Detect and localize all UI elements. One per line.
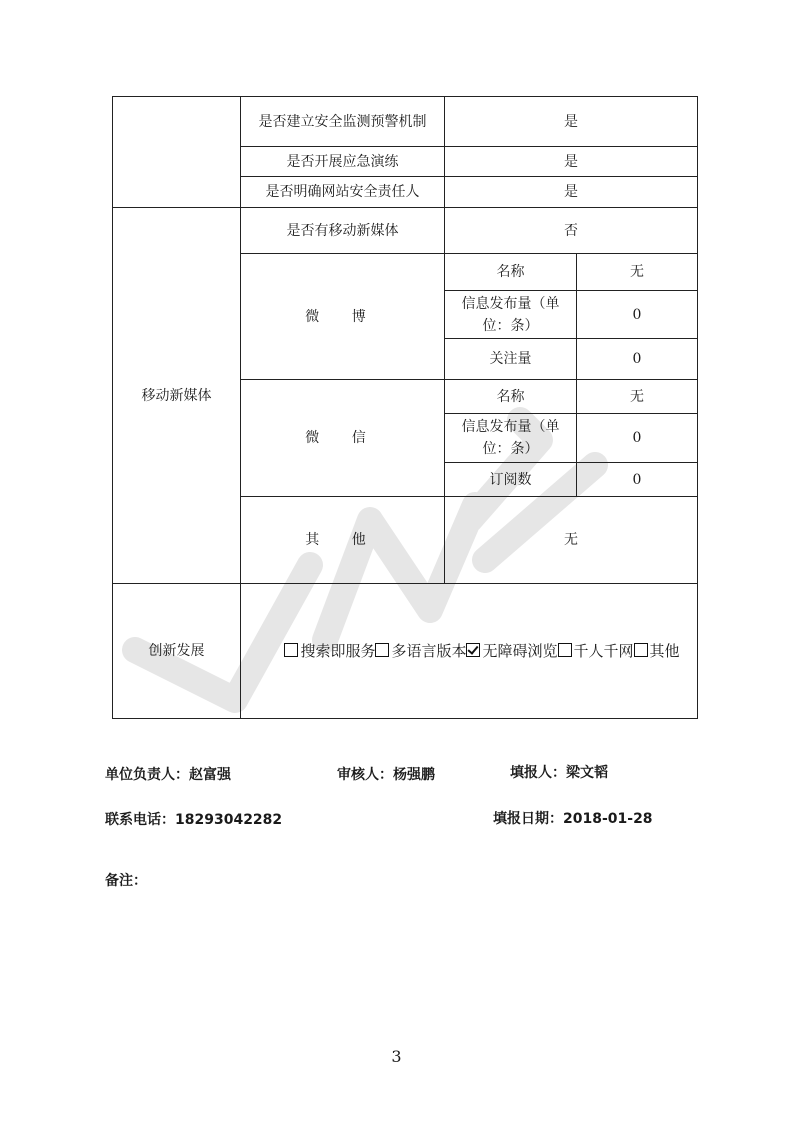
option-search-service[interactable]: 搜索即服务 — [284, 642, 375, 660]
label-warning-mechanism: 是否建立安全监测预警机制 — [241, 97, 445, 147]
unit-head: 单位负责人：赵富强 — [105, 767, 231, 783]
weibo-follow-value: 0 — [577, 339, 698, 380]
value-has-mobile-media: 否 — [445, 208, 698, 254]
label-emergency-drill: 是否开展应急演练 — [241, 147, 445, 177]
wechat-posts-label: 信息发布量（单位：条） — [445, 414, 577, 463]
weibo-posts-label: 信息发布量（单位：条） — [445, 291, 577, 339]
filler: 填报人：梁文韬 — [510, 765, 608, 781]
report-table — [112, 96, 698, 719]
fill-date: 填报日期：2018-01-28 — [493, 811, 653, 827]
value-security-owner: 是 — [445, 177, 698, 208]
option-other[interactable]: 其他 — [634, 642, 680, 660]
wechat-name-value: 无 — [577, 380, 698, 414]
checkbox-icon — [375, 643, 389, 657]
checkbox-checked-icon — [466, 643, 480, 657]
wechat-subs-label: 订阅数 — [445, 463, 577, 497]
wechat-subs-value: 0 — [577, 463, 698, 497]
label-wechat: 微 信 — [241, 380, 445, 497]
checkbox-icon — [634, 643, 648, 657]
section-cell-security — [113, 97, 241, 208]
weibo-name-value: 无 — [577, 254, 698, 291]
weibo-name-label: 名称 — [445, 254, 577, 291]
label-security-owner: 是否明确网站安全责任人 — [241, 177, 445, 208]
label-other-media: 其 他 — [241, 497, 445, 584]
option-multilingual[interactable]: 多语言版本 — [375, 642, 466, 660]
option-personalized[interactable]: 千人千网 — [558, 642, 634, 660]
page-number: 3 — [391, 1047, 402, 1066]
weibo-follow-label: 关注量 — [445, 339, 577, 380]
section-innovation: 创新发展 — [113, 584, 241, 719]
section-mobile-media: 移动新媒体 — [113, 208, 241, 584]
label-weibo: 微 博 — [241, 254, 445, 380]
contact-phone: 联系电话：18293042282 — [105, 812, 283, 828]
wechat-name-label: 名称 — [445, 380, 577, 414]
weibo-posts-value: 0 — [577, 291, 698, 339]
value-other-media: 无 — [445, 497, 698, 584]
wechat-posts-value: 0 — [577, 414, 698, 463]
innovation-options — [241, 584, 698, 719]
option-accessibility[interactable]: 无障碍浏览 — [466, 642, 557, 660]
value-emergency-drill: 是 — [445, 147, 698, 177]
checkbox-icon — [558, 643, 572, 657]
remarks: 备注： — [105, 873, 147, 889]
reviewer: 审核人：杨强鹏 — [337, 767, 435, 783]
checkbox-icon — [284, 643, 298, 657]
label-has-mobile-media: 是否有移动新媒体 — [241, 208, 445, 254]
value-warning-mechanism: 是 — [445, 97, 698, 147]
